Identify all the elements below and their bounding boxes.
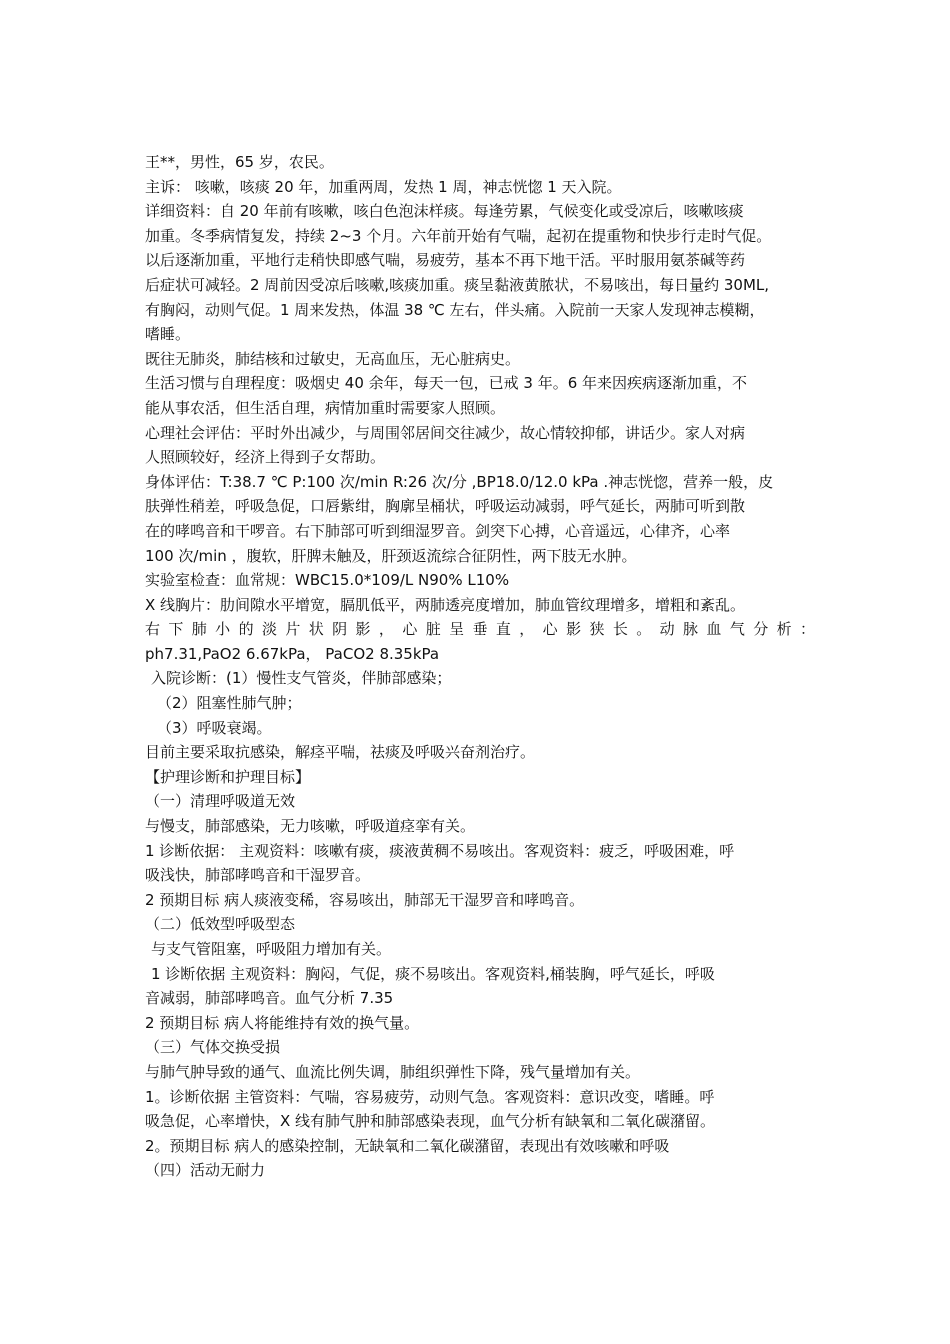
past-history-line: 既往无肺炎，肺结核和过敏史，无高血压，无心脏病史。 [145, 349, 521, 368]
treatment-line: 目前主要采取抗感染，解痉平喘，祛痰及呼吸兴奋剂治疗。 [145, 743, 536, 762]
admission-diagnosis-line: （2）阻塞性肺气肿； [157, 694, 302, 713]
nursing-diagnosis-line: 吸急促，心率增快，X 线有肺气肿和肺部感染表现，血气分析有缺氧和二氧化碳潴留。 [145, 1112, 716, 1131]
section-heading: 【护理诊断和护理目标】 [145, 767, 311, 786]
lab-test-line: 实验室检查：血常规：WBC15.0*109/L N90% L10% [145, 571, 510, 590]
xray-line: X 线胸片：肋间隙水平增宽，膈肌低平，两肺透亮度增加，肺血管纹理增多，增粗和紊乱。 [145, 595, 746, 614]
psychosocial-line: 心理社会评估：平时外出减少，与周围邻居间交往减少，故心情较抑郁，讲话少。家人对病 [145, 423, 746, 442]
lifestyle-line: 生活习惯与自理程度：吸烟史 40 余年，每天一包，已戒 3 年。6 年来因疾病逐渐加重，不 [145, 374, 748, 393]
history-line: 加重。冬季病情复发，持续 2~3 个月。六年前开始有气喘，起初在提重物和快步行走时气促。 [145, 226, 772, 245]
lifestyle-line: 能从事农活，但生活自理，病情加重时需要家人照顾。 [145, 398, 506, 417]
nursing-diagnosis-line: 1。诊断依据 主管资料：气喘，容易疲劳，动则气急。客观资料：意识改变，嗜睡。呼 [145, 1087, 715, 1106]
admission-diagnosis-line: 入院诊断：(1）慢性支气管炎，伴肺部感染； [151, 669, 452, 688]
physical-exam-line: 100 次/min ，腹软，肝脾未触及，肝颈返流综合征阴性，两下肢无水肿。 [145, 546, 637, 565]
psychosocial-line: 人照顾较好，经济上得到子女帮助。 [145, 448, 386, 467]
nursing-diagnosis-line: 音减弱，肺部哮鸣音。血气分析 7.35 [145, 989, 394, 1008]
nursing-diagnosis-line: 吸浅快，肺部哮鸣音和干湿罗音。 [145, 866, 371, 885]
nursing-diagnosis-heading: （四）活动无耐力 [145, 1161, 266, 1180]
nursing-goal-line: 2。预期目标 病人的感染控制，无缺氧和二氧化碳潴留，表现出有效咳嗽和呼吸 [145, 1136, 670, 1155]
history-line: 有胸闷，动则气促。1 周来发热，体温 38 ℃ 左右，伴头痛。入院前一天家人发现神志模糊， [145, 300, 765, 319]
history-line: 嗜睡。 [145, 325, 191, 344]
patient-info-line: 王**，男性，65 岁，农民。 [145, 153, 334, 171]
history-line: 后症状可减轻。2 周前因受凉后咳嗽,咳痰加重。痰呈黏液黄脓状，不易咳出，每日量约 30ML, [145, 275, 770, 294]
nursing-diagnosis-heading: （一）清理呼吸道无效 [145, 792, 296, 811]
xray-line: 右 下 肺 小 的 淡 片 状 阴 影 ， 心 脏 呈 垂 直 ， 心 影 狭 长 。 动 脉 血 气 分 析 ： [145, 620, 815, 639]
nursing-diagnosis-line: 1 诊断依据 主观资料：胸闷，气促，痰不易咳出。客观资料,桶装胸，呼气延长，呼吸 [151, 964, 715, 983]
history-line: 以后逐渐加重，平地行走稍快即感气喘，易疲劳，基本不再下地干活。平时服用氨茶碱等药 [145, 251, 746, 270]
blood-gas-line: ph7.31,PaO2 6.67kPa， PaCO2 8.35kPa [145, 644, 440, 663]
history-line: 详细资料：自 20 年前有咳嗽，咳白色泡沫样痰。每逢劳累，气候变化或受凉后，咳嗽咳痰 [145, 202, 744, 221]
physical-exam-line: 身体评估：T:38.7 ℃ P:100 次/min R:26 次/分 ,BP18.0/12.0 kPa .神志恍惚，营养一般，皮 [145, 472, 774, 491]
nursing-diagnosis-heading: （二）低效型呼吸型态 [145, 915, 296, 934]
physical-exam-line: 肤弹性稍差，呼吸急促，口唇紫绀，胸廓呈桶状，呼吸运动减弱，呼气延长，两肺可听到散 [145, 497, 746, 516]
admission-diagnosis-line: （3）呼吸衰竭。 [157, 718, 272, 737]
nursing-diagnosis-line: 与慢支，肺部感染，无力咳嗽，呼吸道痉挛有关。 [145, 817, 476, 836]
chief-complaint-line: 主诉： 咳嗽，咳痰 20 年，加重两周，发热 1 周，神志恍惚 1 天入院。 [145, 177, 622, 196]
nursing-diagnosis-line: 与肺气肿导致的通气、血流比例失调，肺组织弹性下降，残气量增加有关。 [145, 1062, 641, 1081]
nursing-goal-line: 2 预期目标 病人痰液变稀，容易咳出，肺部无干湿罗音和哮鸣音。 [145, 890, 585, 909]
nursing-diagnosis-line: 1 诊断依据： 主观资料：咳嗽有痰，痰液黄稠不易咳出。客观资料：疲乏，呼吸困难，呼 [145, 841, 735, 860]
nursing-diagnosis-line: 与支气管阻塞，呼吸阻力增加有关。 [151, 940, 392, 958]
physical-exam-line: 在的哮鸣音和干啰音。右下肺部可听到细湿罗音。剑突下心搏，心音遥远，心律齐，心率 [145, 521, 731, 540]
document-page [145, 150, 815, 1183]
nursing-goal-line: 2 预期目标 病人将能维持有效的换气量。 [145, 1013, 420, 1032]
nursing-diagnosis-heading: （三）气体交换受损 [145, 1038, 281, 1057]
